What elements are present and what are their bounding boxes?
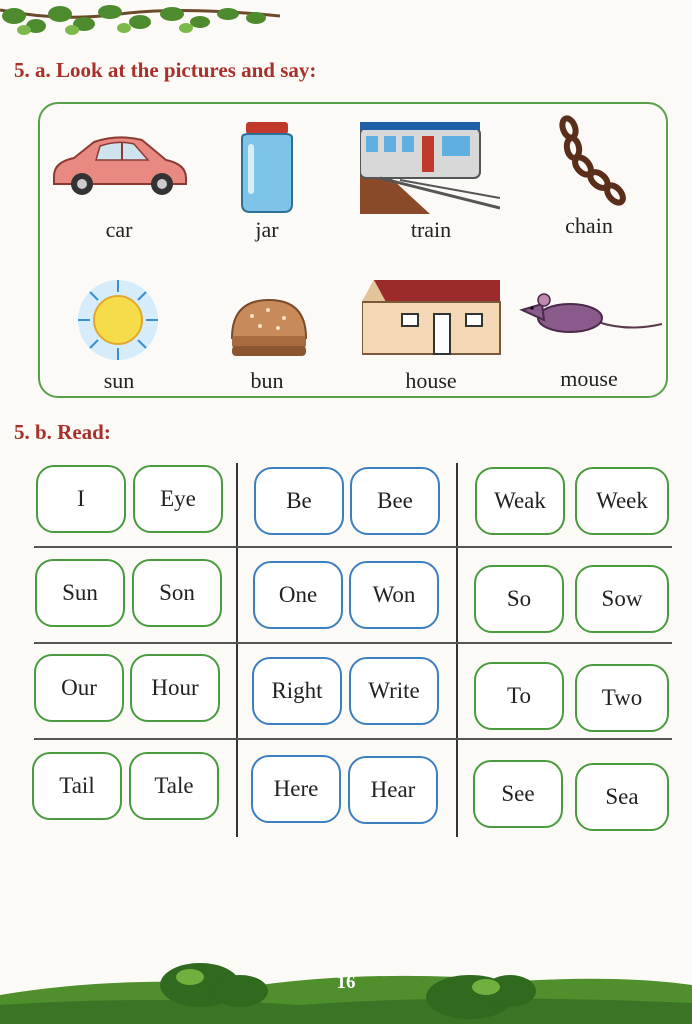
train-label: train — [410, 217, 452, 242]
word-box: Write — [349, 657, 439, 725]
word-box: Eye — [133, 465, 223, 533]
word-box: Sow — [575, 565, 669, 633]
car-icon — [48, 132, 190, 198]
word-box: Hour — [130, 654, 220, 722]
jar-picture — [236, 120, 298, 214]
sun-label: sun — [103, 368, 135, 393]
exercise-a-heading: 5. a. Look at the pictures and say: — [14, 58, 317, 82]
word-box: Tale — [129, 752, 219, 820]
chain-picture — [555, 114, 635, 208]
mouse-label: mouse — [560, 366, 618, 391]
word-box: I — [36, 465, 126, 533]
column-divider — [236, 463, 238, 837]
word-box: Two — [575, 664, 669, 732]
page-number: 16 — [336, 972, 356, 993]
row-divider — [34, 546, 672, 548]
jar-icon — [236, 120, 298, 214]
word-box: Our — [34, 654, 124, 722]
word-box: To — [474, 662, 564, 730]
word-box: Sun — [35, 559, 125, 627]
mouse-picture — [518, 292, 664, 338]
bun-label: bun — [250, 368, 284, 393]
word-box: Tail — [32, 752, 122, 820]
jar-label: jar — [255, 217, 279, 242]
house-picture — [362, 278, 502, 356]
sun-icon — [76, 278, 160, 362]
word-box: Bee — [350, 467, 440, 535]
picture-panel — [38, 102, 668, 398]
house-icon — [362, 278, 502, 356]
chain-label: chain — [565, 213, 613, 238]
word-box: Here — [251, 755, 341, 823]
word-box: So — [474, 565, 564, 633]
train-icon — [360, 118, 500, 214]
word-box: Weak — [475, 467, 565, 535]
bun-icon — [228, 298, 310, 360]
car-label: car — [105, 217, 133, 242]
word-box: One — [253, 561, 343, 629]
word-box: Son — [132, 559, 222, 627]
word-box: Right — [252, 657, 342, 725]
exercise-b-heading: 5. b. Read: — [14, 420, 111, 444]
word-box: Week — [575, 467, 669, 535]
word-box: Hear — [348, 756, 438, 824]
word-box: See — [473, 760, 563, 828]
word-box: Sea — [575, 763, 669, 831]
row-divider — [34, 738, 672, 740]
chain-icon — [555, 114, 635, 208]
vine-decoration-icon — [0, 0, 280, 48]
row-divider — [34, 642, 672, 644]
house-label: house — [405, 368, 457, 393]
car-picture — [48, 132, 190, 198]
word-box: Be — [254, 467, 344, 535]
bun-picture — [228, 298, 310, 360]
word-box: Won — [349, 561, 439, 629]
column-divider — [456, 463, 458, 837]
homophone-grid — [30, 455, 672, 845]
train-picture — [360, 118, 500, 214]
mouse-icon — [518, 292, 664, 338]
sun-picture — [76, 278, 160, 362]
